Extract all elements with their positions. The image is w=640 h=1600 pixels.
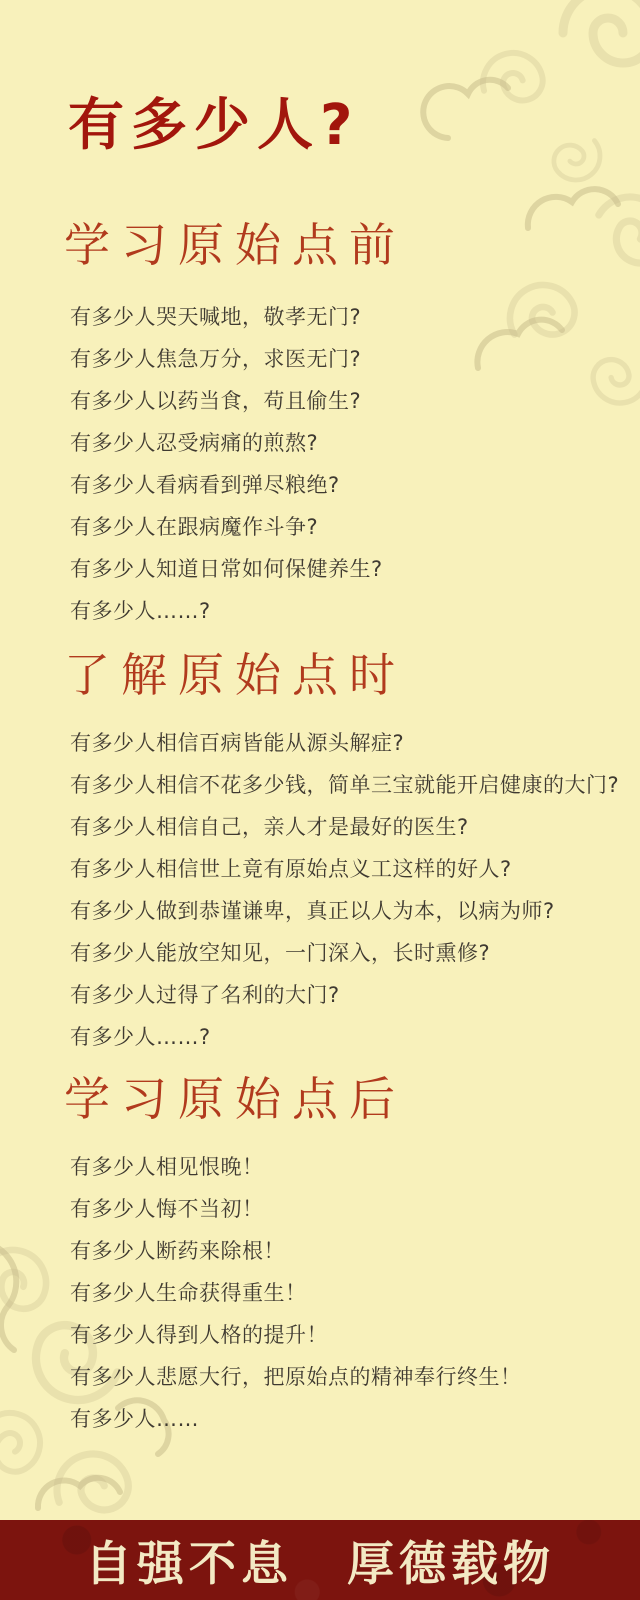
footer-motto-right: 厚德载物 — [347, 1536, 555, 1592]
section-heading-after-learning: 学习原始点后 — [64, 1072, 406, 1126]
text-line: 有多少人哭天喊地，敬孝无门? — [70, 305, 362, 329]
text-line: 有多少人断药来除根！ — [70, 1239, 285, 1263]
page-title: 有多少人? — [68, 93, 360, 158]
text-line: 有多少人……? — [70, 1025, 211, 1049]
text-line: 有多少人…… — [70, 1407, 199, 1431]
text-line: 有多少人焦急万分，求医无门? — [70, 347, 362, 371]
text-line: 有多少人相信百病皆能从源头解症? — [70, 731, 405, 755]
text-line: 有多少人生命获得重生！ — [70, 1281, 307, 1305]
text-line: 有多少人相信不花多少钱，简单三宝就能开启健康的大门? — [70, 773, 620, 797]
section-body-after-learning — [70, 1146, 636, 1440]
footer-banner — [0, 1520, 640, 1600]
text-line: 有多少人相信世上竟有原始点义工这样的好人? — [70, 857, 512, 881]
text-line: 有多少人做到恭谨谦卑，真正以人为本，以病为师? — [70, 899, 555, 923]
text-line: 有多少人得到人格的提升！ — [70, 1323, 328, 1347]
text-line: 有多少人能放空知见，一门深入，长时熏修? — [70, 941, 491, 965]
footer-motto-left: 自强不息 — [85, 1536, 293, 1592]
text-line: 有多少人相见恨晚！ — [70, 1155, 264, 1179]
text-line: 有多少人悲愿大行，把原始点的精神奉行终生！ — [70, 1365, 522, 1389]
text-line: 有多少人以药当食，苟且偷生? — [70, 389, 362, 413]
text-line: 有多少人悔不当初！ — [70, 1197, 264, 1221]
text-line: 有多少人看病看到弹尽粮绝? — [70, 473, 340, 497]
text-line: 有多少人知道日常如何保健养生? — [70, 557, 383, 581]
text-line: 有多少人相信自己，亲人才是最好的医生? — [70, 815, 469, 839]
section-heading-understanding: 了解原始点时 — [64, 648, 406, 702]
section-body-understanding — [70, 722, 636, 1058]
text-line: 有多少人忍受病痛的煎熬? — [70, 431, 319, 455]
section-heading-before-learning: 学习原始点前 — [64, 218, 406, 272]
text-line: 有多少人过得了名利的大门? — [70, 983, 340, 1007]
text-line: 有多少人在跟病魔作斗争? — [70, 515, 319, 539]
text-line: 有多少人……? — [70, 599, 211, 623]
section-body-before-learning — [70, 296, 636, 632]
